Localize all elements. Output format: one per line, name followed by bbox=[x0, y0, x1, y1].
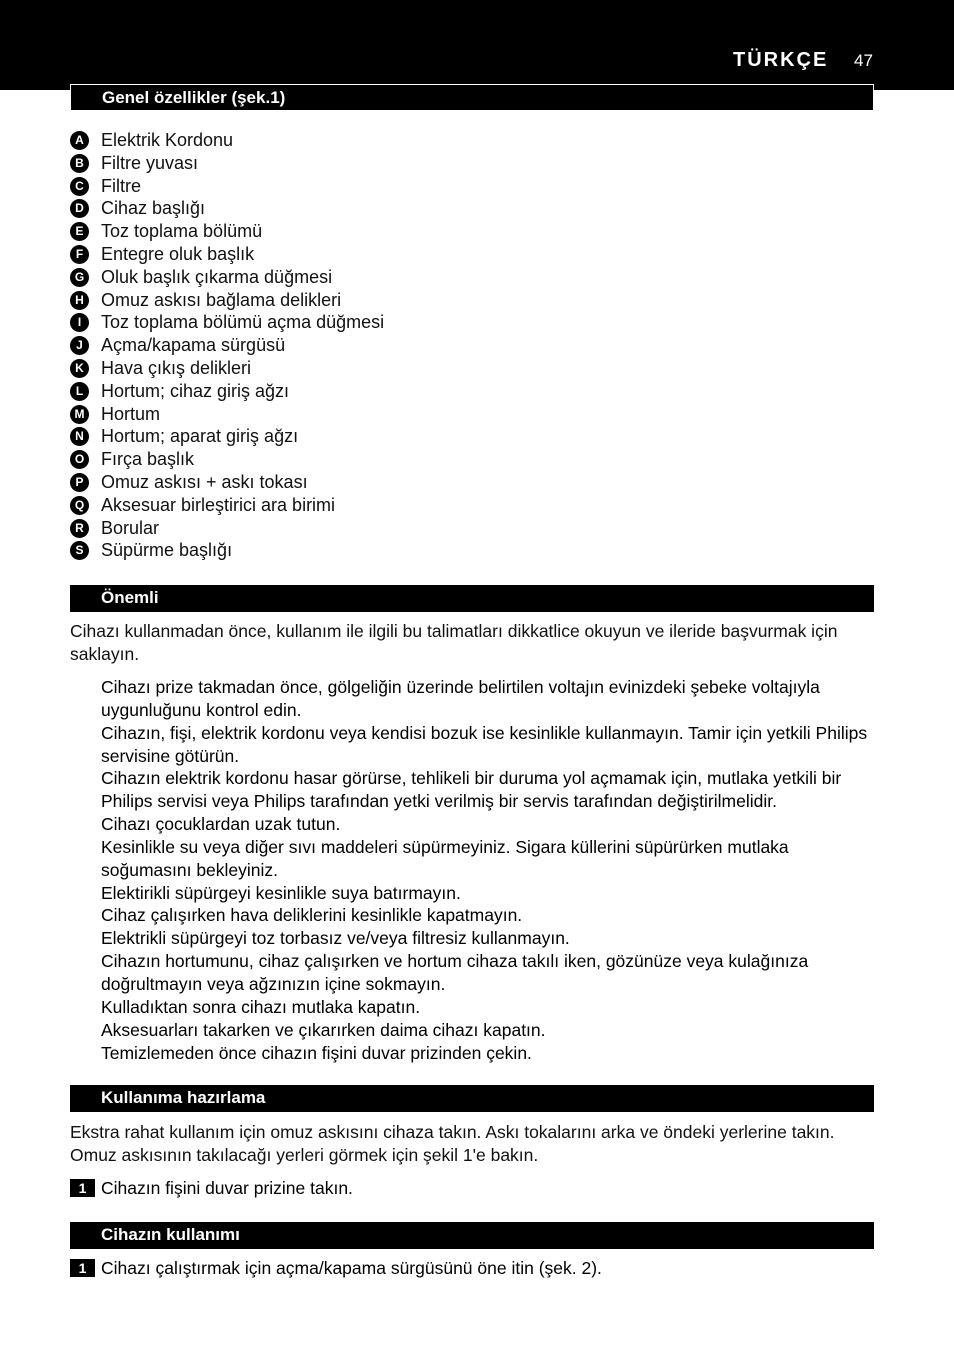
part-name: Süpürme başlığı bbox=[101, 540, 233, 561]
part-name: Entegre oluk başlık bbox=[101, 243, 255, 264]
letter-badge: H bbox=[70, 291, 89, 310]
part-name: Toz toplama bölümü açma düğmesi bbox=[101, 312, 385, 333]
section-title: Cihazın kullanımı bbox=[101, 1225, 240, 1244]
letter-badge: B bbox=[70, 154, 89, 173]
part-name: Omuz askısı bağlama delikleri bbox=[101, 289, 342, 310]
warning-item: Cihazın, fişi, elektrik kordonu veya kendisi bozuk ise kesinlikle kullanmayın. Tamir için yetkili Philips servisine götürün. bbox=[101, 722, 868, 766]
kullanima-intro-paragraph: Ekstra rahat kullanım için omuz askısını cihaza takın. Askı tokalarını arka ve öndeki yerlerine takın. Omuz askısının takılacağı yerleri görmek için şekil 1'e bakın. bbox=[70, 1122, 835, 1165]
letter-badge: M bbox=[70, 405, 89, 424]
letter-badge: A bbox=[70, 131, 89, 150]
part-name: Toz toplama bölümü bbox=[101, 221, 263, 242]
page-header-bar bbox=[0, 0, 954, 90]
warning-item: Cihazın hortumunu, cihaz çalışırken ve hortum cihaza takılı iken, gözünüze veya kulağınıza doğrultmayın veya ağzınızın içine sokmayın. bbox=[101, 951, 809, 994]
warning-item: Kesinlikle su veya diğer sıvı maddeleri süpürmeyiniz. Sigara küllerini süpürürken mutlaka soğumasını bekleyiniz. bbox=[101, 836, 789, 880]
letter-badge: I bbox=[70, 313, 89, 332]
part-name: Açma/kapama sürgüsü bbox=[101, 335, 286, 356]
section-header-onemli bbox=[70, 585, 874, 612]
section-header-cihazin bbox=[70, 1222, 874, 1249]
part-name: Omuz askısı + askı tokası bbox=[101, 471, 308, 492]
warning-item: Cihazı prize takmadan önce, gölgeliğin üzerinde belirtilen voltajın evinizdeki şebeke voltajıyla uygunluğunu kontrol edin. bbox=[101, 677, 820, 720]
letter-badge: R bbox=[70, 519, 89, 538]
warning-item: Elektrikli süpürgeyi toz torbasız ve/veya filtresiz kullanmayın. bbox=[101, 928, 570, 949]
section-header-genel bbox=[70, 84, 874, 111]
part-name: Hortum bbox=[101, 403, 161, 424]
letter-badge: O bbox=[70, 450, 89, 469]
part-name: Borular bbox=[101, 517, 160, 538]
warning-item: Cihazın elektrik kordonu hasar görürse, tehlikeli bir duruma yol açmamak için, mutlaka yetkili bir Philips servisi veya Philips tarafından yetki verilmiş bir servis tarafından değiştirilmelidir. bbox=[101, 768, 842, 812]
warning-item: Elektirikli süpürgeyi kesinlikle suya batırmayın. bbox=[101, 882, 461, 903]
part-name: Elektrik Kordonu bbox=[101, 130, 234, 150]
letter-badge: L bbox=[70, 382, 89, 401]
warning-item: Aksesuarları takarken ve çıkarırken daima cihazı kapatın. bbox=[101, 1019, 546, 1040]
part-name: Oluk başlık çıkarma düğmesi bbox=[101, 266, 333, 287]
section-title: Genel özellikler (şek.1) bbox=[102, 88, 286, 107]
letter-badge: F bbox=[70, 245, 89, 264]
letter-badge: E bbox=[70, 222, 89, 241]
step-text: Cihazı çalıştırmak için açma/kapama sürgüsünü öne itin (şek. 2). bbox=[101, 1258, 602, 1278]
part-name: Cihaz başlığı bbox=[101, 198, 206, 219]
step-number-badge: 1 bbox=[70, 1259, 95, 1277]
part-name: Aksesuar birleştirici ara birimi bbox=[101, 494, 336, 515]
step-text: Cihazın fişini duvar prizine takın. bbox=[101, 1178, 353, 1198]
letter-badge: G bbox=[70, 268, 89, 287]
section-header-kullanima bbox=[70, 1085, 874, 1112]
letter-badge: C bbox=[70, 177, 89, 196]
letter-badge: P bbox=[70, 473, 89, 492]
section-title: Önemli bbox=[101, 588, 159, 607]
step-item bbox=[70, 1257, 874, 1281]
language-label: TÜRKÇE bbox=[733, 49, 829, 71]
step-number-badge: 1 bbox=[70, 1179, 95, 1197]
warning-item: Temizlemeden önce cihazın fişini duvar prizinden çekin. bbox=[101, 1042, 532, 1063]
part-name: Filtre yuvası bbox=[101, 152, 199, 173]
step-item bbox=[70, 1177, 874, 1201]
letter-badge: D bbox=[70, 199, 89, 218]
letter-badge: K bbox=[70, 359, 89, 378]
warnings-list bbox=[101, 676, 876, 1064]
warning-item: Cihazı çocuklardan uzak tutun. bbox=[101, 814, 341, 835]
part-name: Filtre bbox=[101, 175, 141, 196]
part-name: Hortum; aparat giriş ağzı bbox=[101, 426, 299, 447]
warning-item: Cihaz çalışırken hava deliklerini kesinlikle kapatmayın. bbox=[101, 905, 523, 926]
letter-badge: S bbox=[70, 541, 89, 560]
part-name: Fırça başlık bbox=[101, 449, 195, 470]
letter-badge: Q bbox=[70, 496, 89, 515]
letter-badge: J bbox=[70, 336, 89, 355]
page-number: 47 bbox=[854, 51, 873, 70]
part-name: Hortum; cihaz giriş ağzı bbox=[101, 380, 290, 401]
part-name: Hava çıkış delikleri bbox=[101, 357, 252, 378]
warning-item: Kulladıktan sonra cihazı mutlaka kapatın. bbox=[101, 996, 421, 1017]
letter-badge: N bbox=[70, 427, 89, 446]
onemli-intro-paragraph: Cihazı kullanmadan önce, kullanım ile ilgili bu talimatları dikkatlice okuyun ve ileride başvurmak için saklayın. bbox=[70, 621, 838, 664]
section-title: Kullanıma hazırlama bbox=[101, 1088, 266, 1107]
